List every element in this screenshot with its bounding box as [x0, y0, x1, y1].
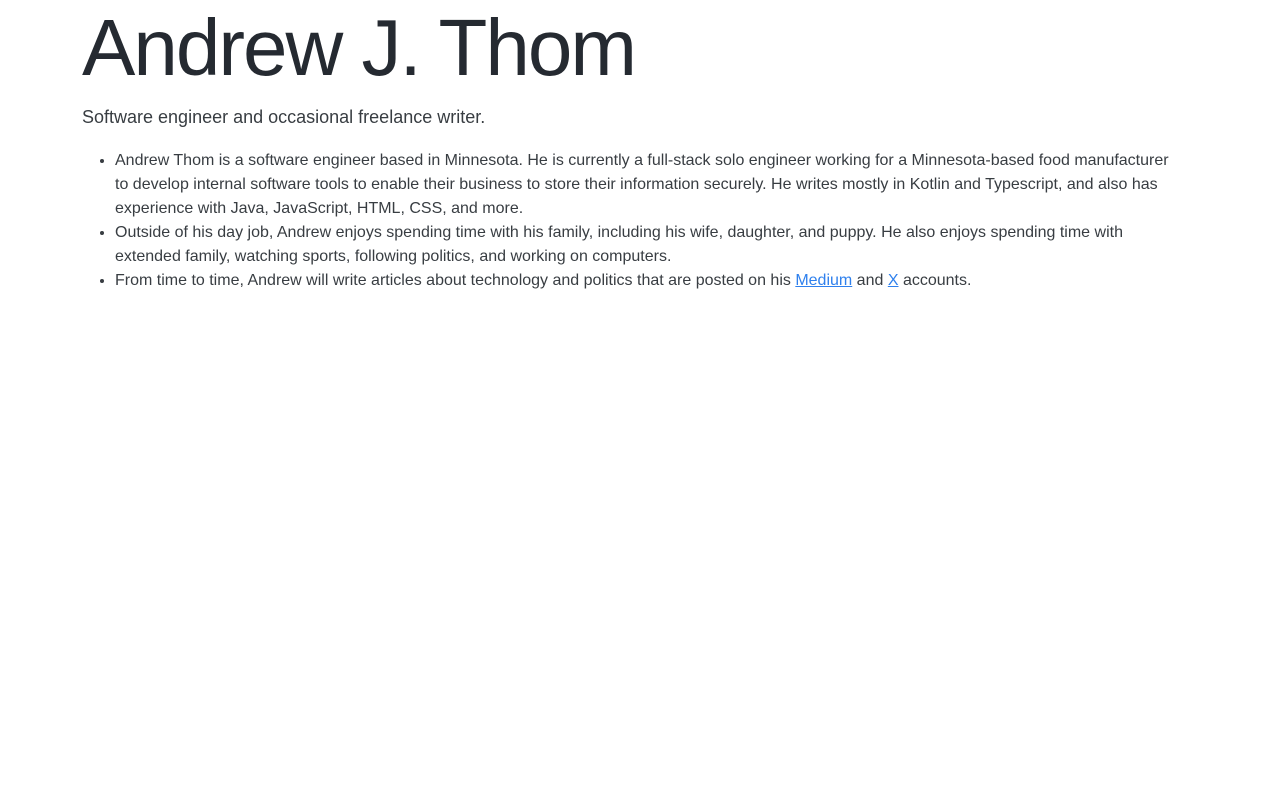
- bio-text-writing-suffix: accounts.: [898, 272, 972, 289]
- page-subtitle: Software engineer and occasional freelance writer.: [82, 107, 486, 127]
- bio-text-writing-connector: and: [852, 272, 888, 289]
- bio-text-career: Andrew Thom is a software engineer based in Minnesota. He is currently a full-stack solo engineer working for a Minnesota-based food manufacturer to develop internal software tools to enable their business to store their information securely. He writes mostly in Kotlin and Typescript, and also has experience with Java, JavaScript, HTML, CSS, and more.: [115, 152, 1169, 217]
- bio-list-item-personal: [115, 221, 1182, 269]
- x-link[interactable]: X: [887, 272, 899, 289]
- bio-list-item-career: [115, 149, 1182, 221]
- page-title: Andrew J. Thom: [82, 3, 635, 92]
- profile-page: [82, 2, 1182, 293]
- bio-text-writing-prefix: From time to time, Andrew will write articles about technology and politics that are posted on his: [115, 272, 796, 289]
- bio-list: [82, 149, 1182, 293]
- bio-text-personal: Outside of his day job, Andrew enjoys spending time with his family, including his wife, daughter, and puppy. He also enjoys spending time with extended family, watching sports, following politics, and working on computers.: [115, 224, 1123, 265]
- bio-list-item-writing: [115, 269, 1182, 293]
- medium-link[interactable]: Medium: [795, 272, 853, 289]
